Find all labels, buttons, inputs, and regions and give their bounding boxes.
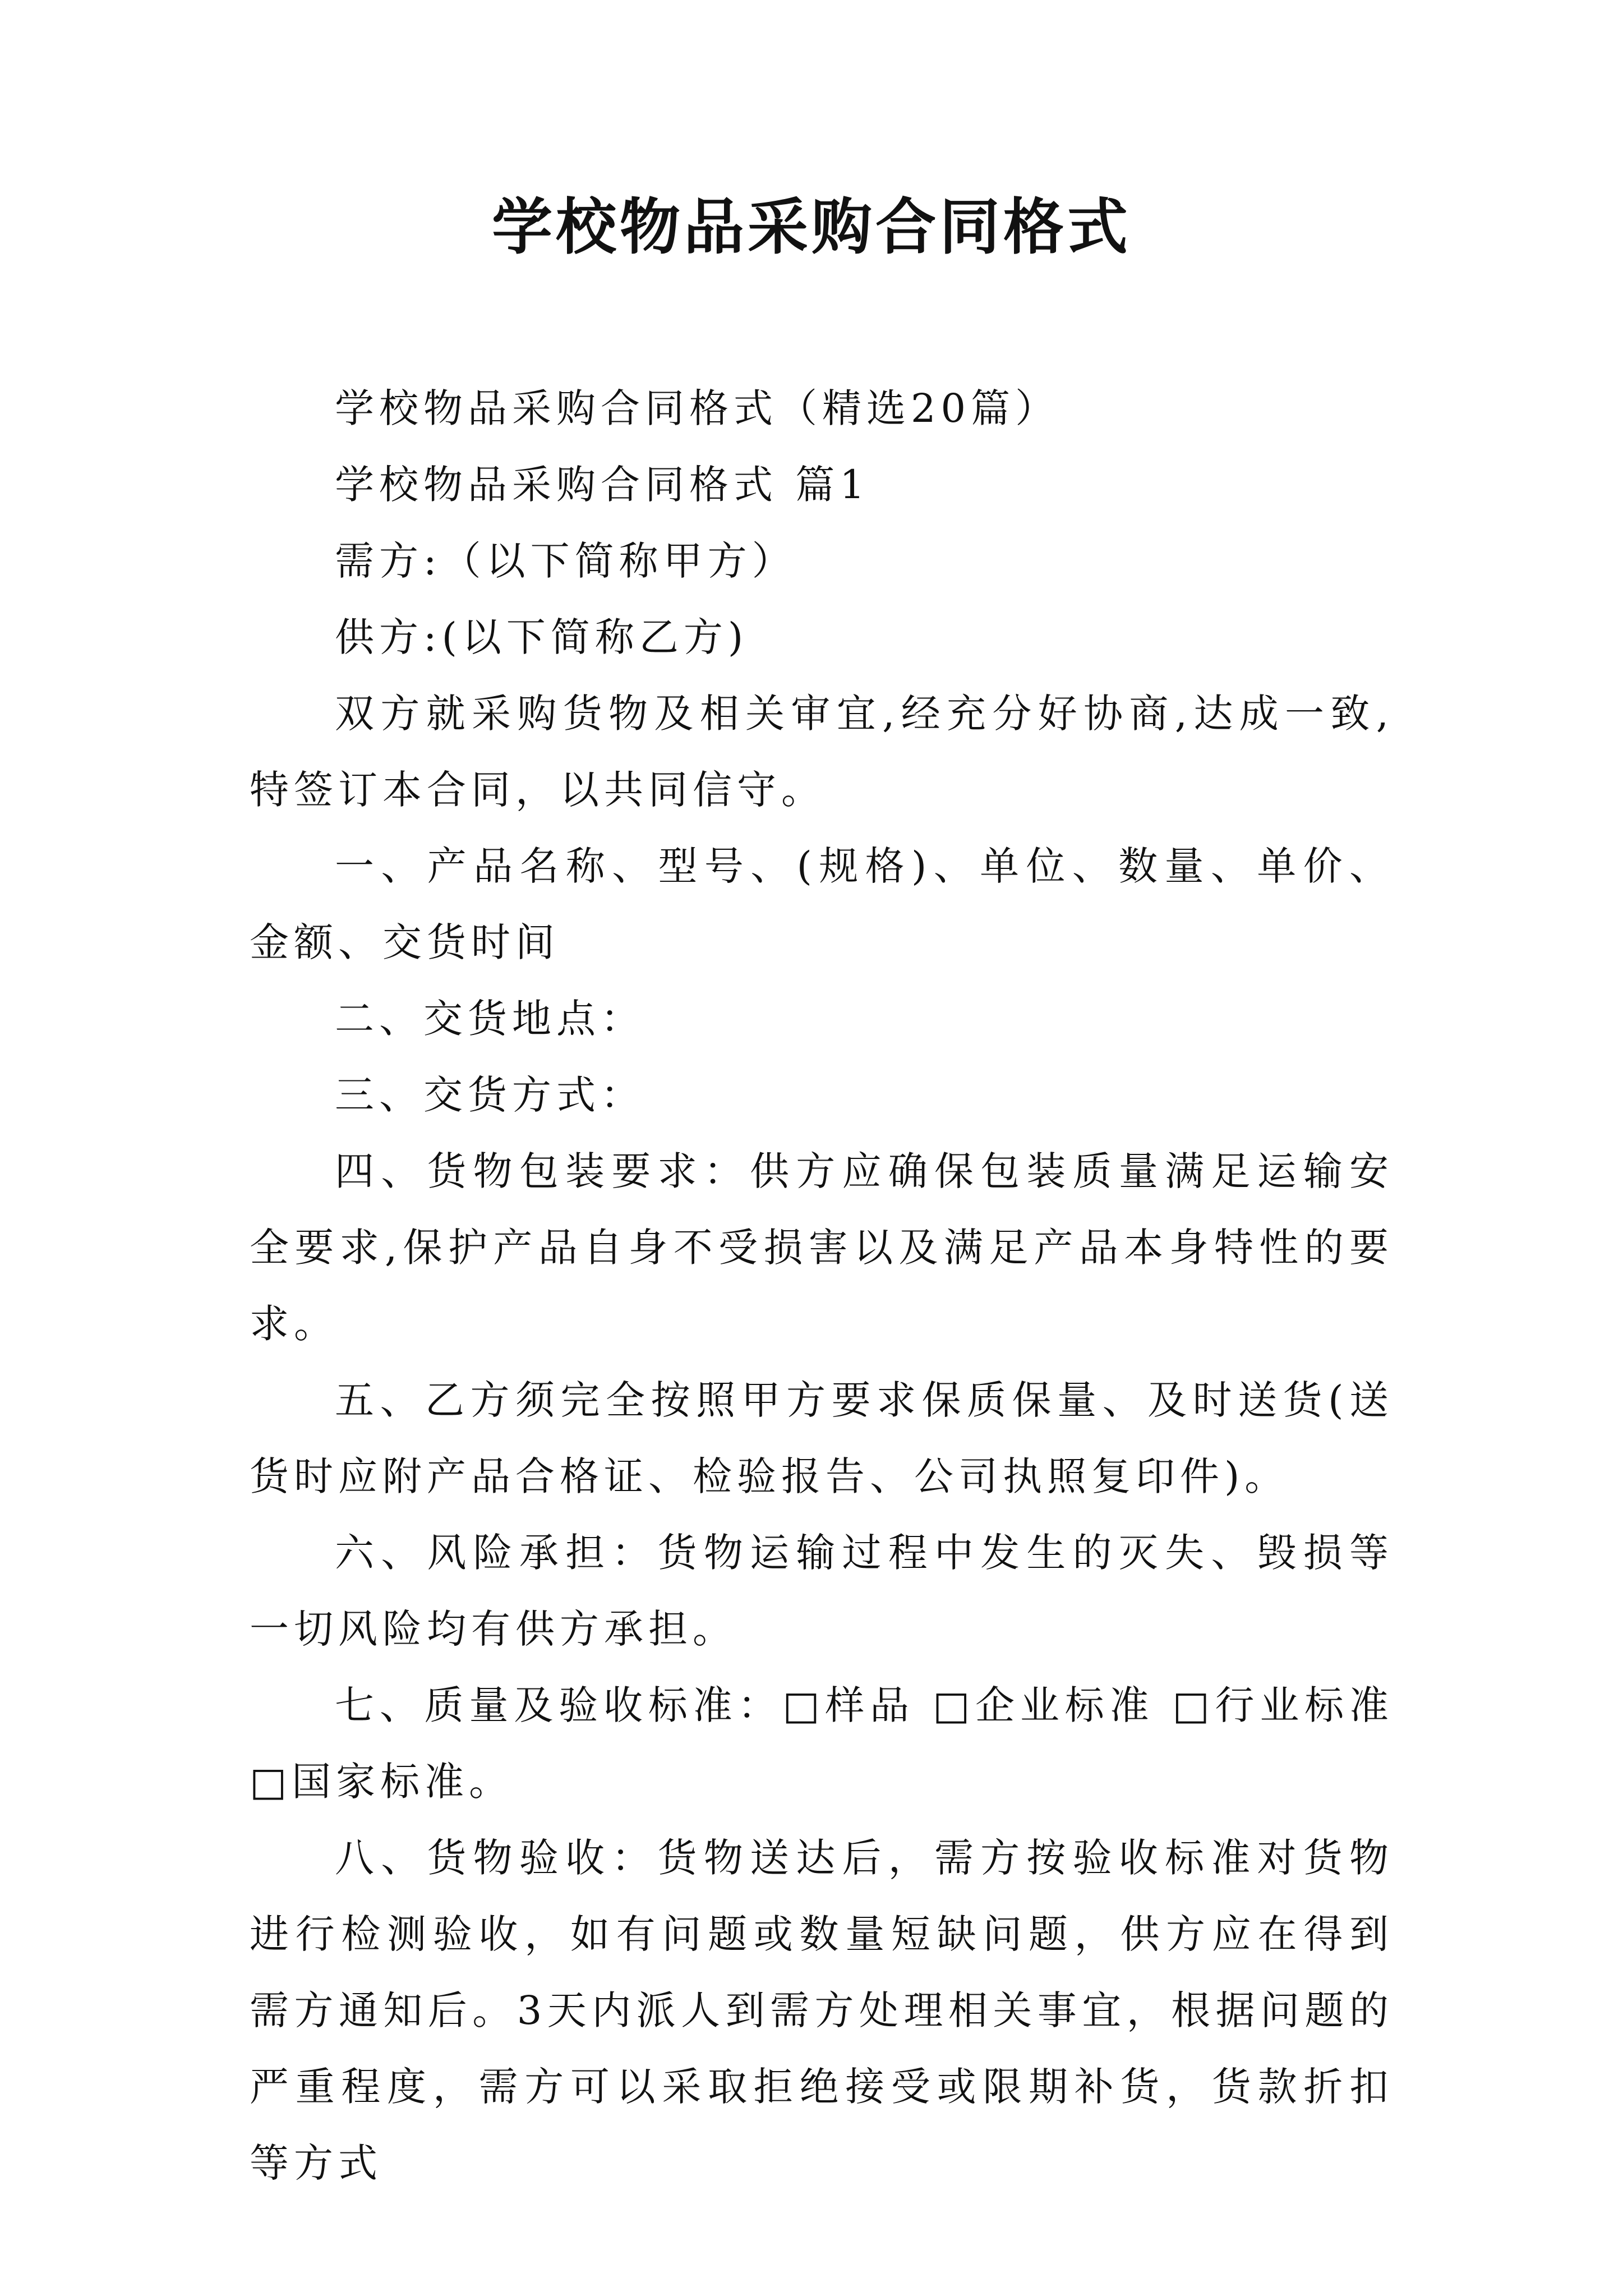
document-body [250,370,1394,2201]
paragraph-agreement: 双方就采购货物及相关审宜,经充分好协商,达成一致,特签订本合同，以共同信守。 [250,691,1394,813]
paragraph-clause-2: 二、交货地点： [335,996,645,1042]
paragraph-clause-5: 五、乙方须完全按照甲方要求保质保量、及时送货(送货时应附产品合格证、检验报告、公司执照复印件)。 [250,1377,1394,1499]
paragraph-clause-8: 八、货物验收：货物送达后，需方按验收标准对货物进行检测验收，如有问题或数量短缺问题，供方应在得到需方通知后。3天内派人到需方处理相关事宜，根据问题的严重程度，需方可以采取拒绝接受或限期补货，货款折扣等方式 [250,1835,1394,2186]
paragraph-buyer: 需方:（以下简称甲方） [335,538,796,584]
paragraph-clause-4: 四、货物包装要求：供方应确保包装质量满足运输安全要求,保护产品自身不受损害以及满足产品本身特性的要求。 [250,1148,1394,1347]
paragraph-supplier: 供方:(以下简称乙方) [335,614,749,660]
paragraph-clause-1: 一、产品名称、型号、(规格)、单位、数量、单价、金额、交货时间 [250,843,1394,965]
paragraph-clause-7: 七、质量及验收标准：□样品 □企业标准 □行业标准□国家标准。 [250,1682,1394,1805]
document-title: 学校物品采购合同格式 [491,192,1131,263]
paragraph-subtitle: 学校物品采购合同格式（精选20篇） [335,385,1060,431]
paragraph-clause-6: 六、风险承担：货物运输过程中发生的灭失、毁损等一切风险均有供方承担。 [250,1530,1394,1652]
paragraph-section-heading: 学校物品采购合同格式 篇1 [335,462,870,508]
paragraph-clause-3: 三、交货方式： [335,1072,645,1118]
